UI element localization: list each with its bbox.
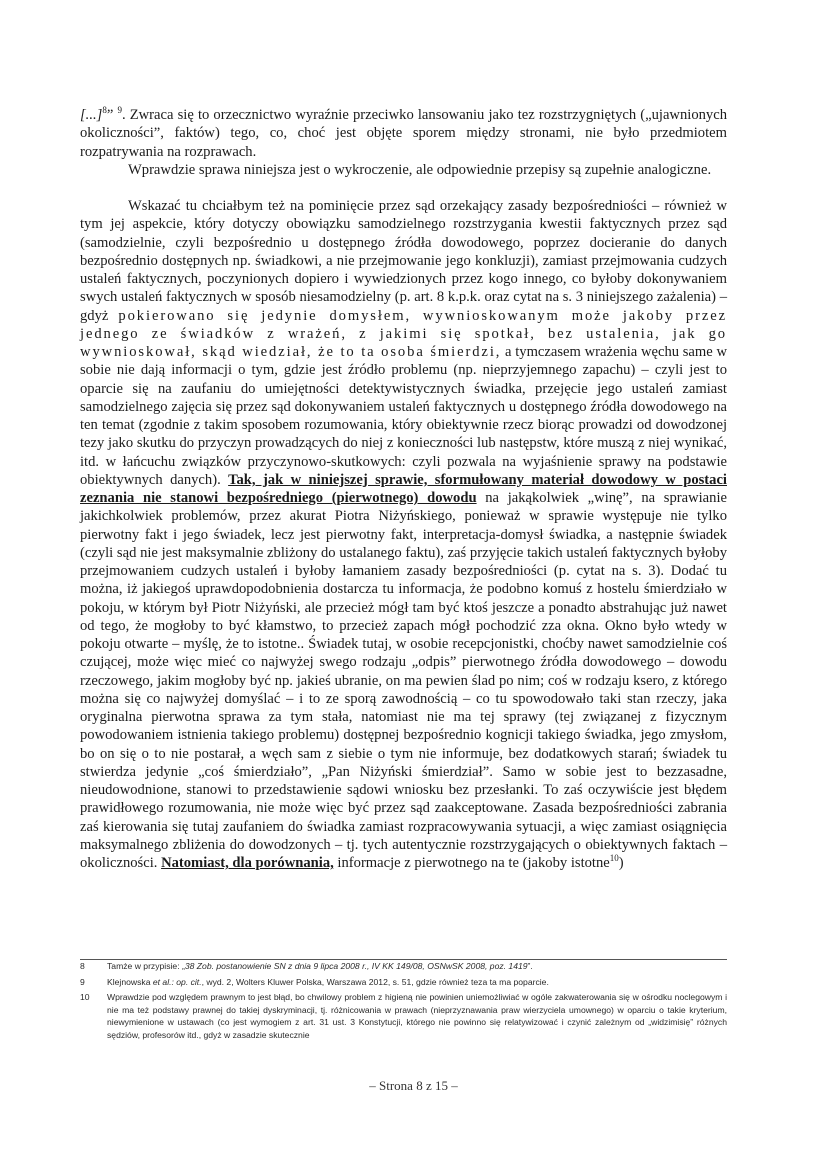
quote-end: ” [106,107,118,123]
paragraph-1 [80,106,727,161]
footnote-ref-8: 8 [102,105,107,116]
page-number: – Strona 8 z 15 – [369,1078,458,1093]
paragraph-gap [80,179,727,197]
bold-underlined-comparison: Natomiast, dla porównania, [161,855,334,871]
footnote-number: 8 [80,961,85,971]
paragraph-3-part-c: na jakąkolwiek „winę”, na sprawianie jakichkolwiek problemów, przez akurat Piotra Niżyńskiego, ponieważ w sprawie występuje nie tylko pierwotny fakt i jego świadek, lecz jest pierwotny fakt, interpretacja-domysł świadka, a następnie świadek (czyli sąd nie jest maksymalnie zbliżony do ustalanego faktu), zaś przyjęcie takich ustaleń faktycznych byłoby przejmowaniem cudzych ustaleń i byłoby łamaniem zasady bezpośredniości (p. cytat na s. 3). Dodać tu można, iż jakiegoś uprawdopodobnienia dostarcza tu informacja, że podobno komuś z hostelu śmierdziało w pokoju, w którym był Piotr Niżyński, ale przecież mógł tam być ktoś jeszcze a ponadto abstrahując już nawet od tego, że mogłoby to być kłamstwo, to przecież zapach mógł pochodzić zza okna. Okno było wtedy w pokoju otwarte – myślę, że to istotne.. Świadek tutaj, w osobie recepcjonistki, choćby nawet samodzielnie coś czującej, może więc mieć co najwyżej swego rodzaju „odpis” pierwotnego źródła dowodowego – dowodu rzeczowego, jakim mogłoby być np. jakieś ubranie, on ma pewien ślad po nim; coś w rodzaju ksero, z którego można się co najwyżej domyślać – i to ze sporą zawodnością – co tu spowodowało taki stan rzeczy, jaka oryginalna pierwotna sprawa za tym stała, natomiast nie ma tej sprawy (tej związanej z fizycznym powodowaniem istnienia takiego problemu) dostępnej bezpośrednio kognicji takiego świadka, jego zmysłom, bo on się o to nie postarał, a węch sam z siebie o tym nie informuje, bez dodatkowych starań; świadek tu stwierdza jedynie „coś śmierdziało”, „Pan Niżyński śmierdział”. Samo w sobie jest to bezzasadne, nieudowodnione, stanowi to przedstawienie sądowi wniosku bez przesłanki. To zaś oczywiście jest błędem prawidłowego rozumowania, nie może więc być przez sąd zaakceptowane. Zasada bezpośredniości zabrania zaś kierowania się tutaj zaufaniem do świadka zamiast rozpracowywania sytuacji, a więc zamiast osiągnięcia maksymalnego zbliżenia do dowodzonych – tj. tych autentycznie rozstrzygających o obiektywnych faktach – okoliczności. [80,490,727,871]
paragraph-3-part-a: Wskazać tu chciałbym też na pominięcie przez sąd orzekający zasady bezpośredniości – również w tym jej aspekcie, który dotyczy obowiązku samodzielnego rozstrzygania kwestii faktycznych przez sąd (samodzielnie, czyli bezpośrednio u dostępnego źródła dowodowego, poprzez docieranie do danych bezpośrednio dostępnych np. świadkowi, a nie przejmowanie jego konkluzji), zamiast przejmowania cudzych ustaleń faktycznych, poczynionych dopiero i wywiedzionych przez kogo innego, co byłoby dokonywaniem swych ustaleń faktycznych w sposób niesamodzielny (p. art. 8 k.p.k. oraz cytat na s. 3 niniejszego zażalenia) – gdyż [80,198,727,324]
footnote-number: 10 [80,992,90,1002]
footnote-text-post: , wyd. 2, Wolters Kluwer Polska, Warszawa 2012, s. 51, gdzie również teza ta ma poparcie. [201,976,549,987]
footnote-text-italic: 38 Zob. postanowienie SN z dnia 9 lipca 2008 r., IV KK 149/08, OSNwSK 2008, poz. 1419 [184,961,528,971]
ellipsis-lead: [...] [80,107,103,123]
footnote-9 [80,976,727,989]
bold-underlined-thesis: Tak, jak w niniejszej sprawie, sformułowany materiał dowodowy w postaci zeznania nie stanowi bezpośredniego (pierwotnego) dowodu [80,471,727,506]
footnote-text [107,991,727,1041]
paragraph-2: Wprawdzie sprawa niniejsza jest o wykroczenie, ale odpowiednie przepisy są zupełnie analogiczne. [128,161,712,178]
footnote-number: 9 [80,976,85,987]
footnote-text [107,976,727,989]
paragraph-3-part-d: informacje z pierwotnego na te (jakoby istotne [333,855,610,871]
main-text [80,106,727,872]
paragraph-3-part-e: ) [618,855,624,871]
footnote-ref-10: 10 [609,853,619,864]
footnotes [80,960,727,1044]
footnote-text-italic: et al.: op. cit. [152,976,202,987]
footnote-text [107,960,727,973]
paragraph-3 [80,197,727,872]
footnote-10 [80,991,727,1041]
paragraph-3-part-b: a tymczasem wrażenia węchu same w sobie nie dają informacji o tym, gdzie jest źródło problemu (np. nieprzyjemnego zapachu) – czyli jest to oparcie się na zaufaniu do umiejętności detektywistycznych świadka, przejęcie jego ustaleń zamiast samodzielnego zajęcia się przez sąd dokonywaniem ustaleń faktycznych u dostępnego źródła dowodowego na ten temat (zgodnie z takim sposobem rozumowania, który obiektywnie rzecz biorąc prowadzi od dowodzonej tezy jako skutku do przyczyn prowadzących do niej z konieczności lub następstw, które muszą z niej wynikać, itd. w łańcuchu związków przyczynowo-skutkowych: czyli pozwala na wyjaśnienie sprawy na podstawie obiektywnych danych). [80,344,727,488]
footnote-text-post: ”. [527,961,533,971]
spaced-emphasis: pokierowano się jedynie domysłem, wywnioskowanym może jakoby przez jednego ze świadków z wrażeń, z jakimi się spotkał, bez ustalenia, jak go wywnioskował, skąd wiedział, że to ta osoba śmierdzi, [80,307,727,360]
paragraph-1-text: . Zwraca się to orzecznictwo wyraźnie przeciwko lansowaniu jako tez rozstrzygniętych („ujawnionych okoliczności”, faktów) tego, co, choć jest objęte sporem między stronami, nie było przedmiotem rozpatrywania na rozprawach. [80,107,727,160]
footnote-text-pre: Klejnowska [107,976,153,987]
footnote-8 [80,960,727,973]
footnote-text-pre: Tamże w przypisie: „ [107,961,185,971]
footnote-ref-9: 9 [117,105,122,116]
footnote-text-pre: Wprawdzie pod względem prawnym to jest błąd, bo chwilowy problem z higieną nie powinien uniemożliwiać w ogóle zakwaterowania się w ośrodku noclegowym i nie ma też podstawy prawnej do takiej dyskryminacji, tj. różnicowania w prawach (nieprzyznawania praw wierzyciela umownego) w oparciu o takie kryterium, niewymienione w ustawach (co jest wymogiem z art. 31 ust. 3 Konstytucji, którego nie powinno się relatywizować i czynić zależnym od „widzimisię” różnych sędziów, profesorów itd., gdyż w zasadzie skutecznie [107,992,727,1040]
